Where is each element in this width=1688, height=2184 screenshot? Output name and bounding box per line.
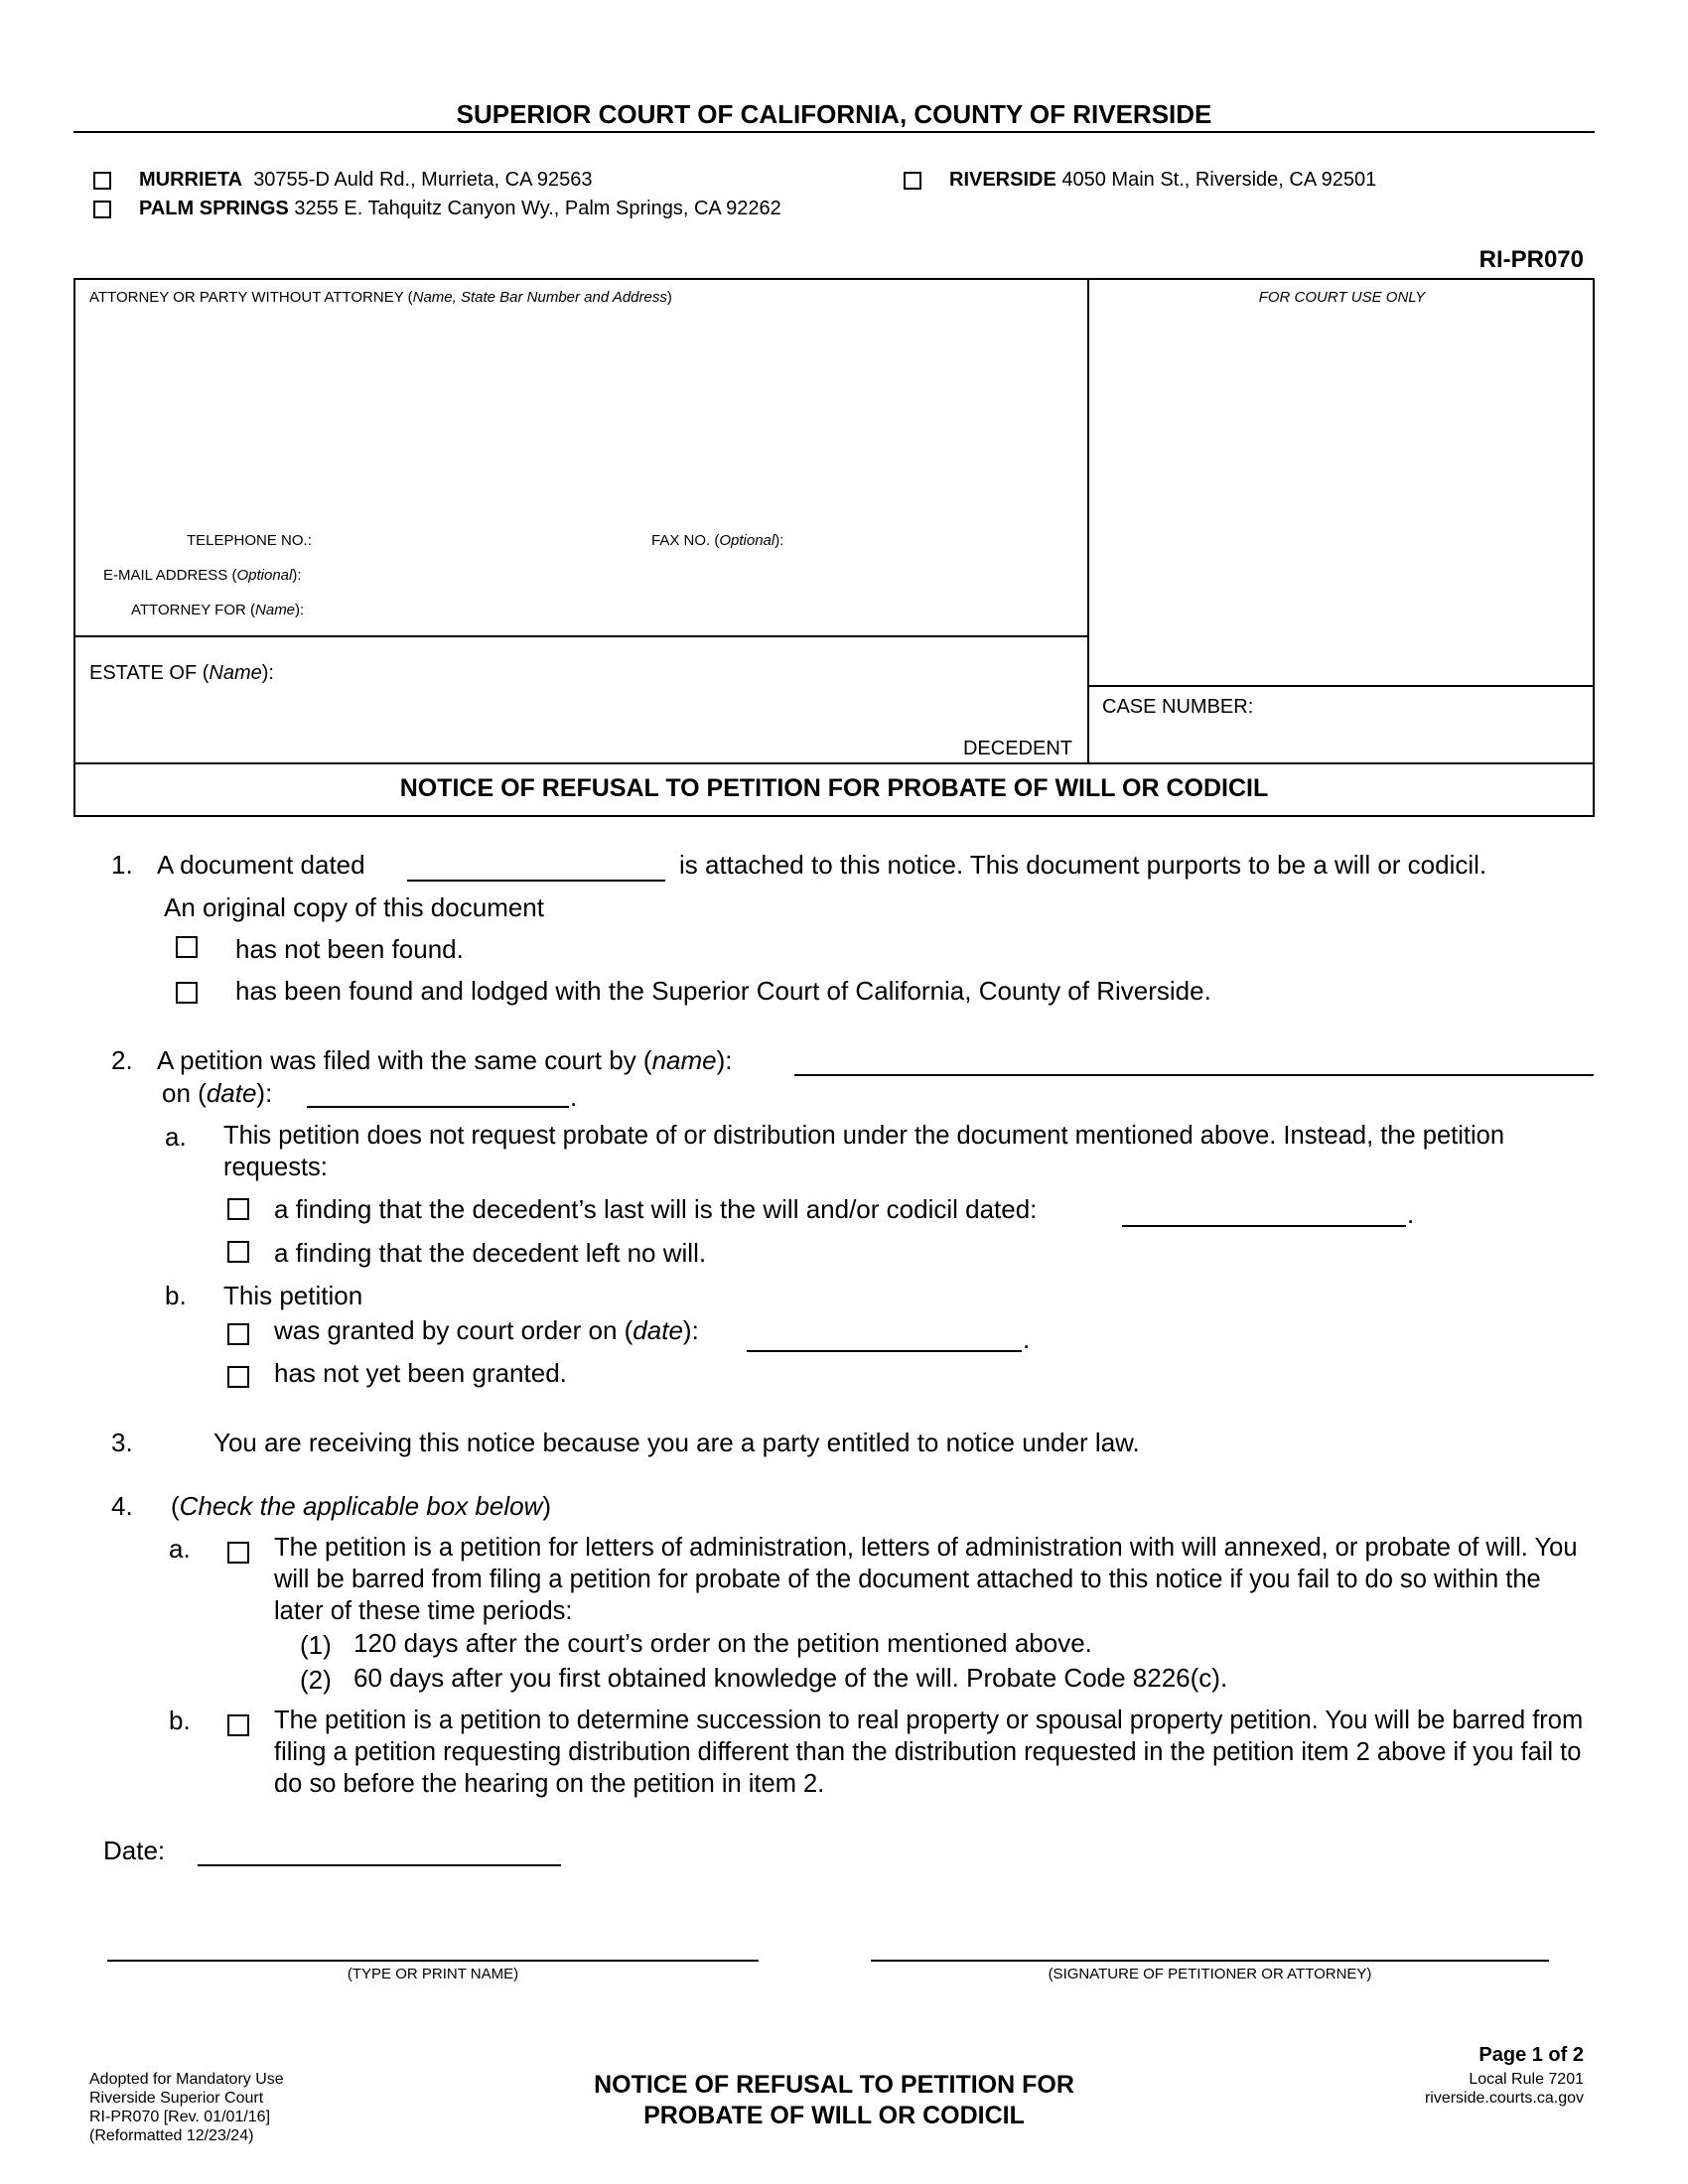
item1-found-checkbox[interactable]: [176, 982, 198, 1004]
item1-original-copy: An original copy of this document: [164, 892, 544, 922]
court-use-label: FOR COURT USE ONLY: [1258, 289, 1426, 306]
estate-label: ESTATE OF (Name):: [89, 662, 274, 684]
item2b-text: This petition: [223, 1281, 363, 1310]
print-name-caption: (TYPE OR PRINT NAME): [347, 1966, 519, 1982]
item1-not-found-checkbox[interactable]: [176, 936, 198, 958]
telephone-label: TELEPHONE NO.:: [187, 532, 312, 549]
item2b-not-granted-checkbox[interactable]: [227, 1366, 249, 1388]
item4b-label: b.: [169, 1706, 191, 1735]
item2-date-field[interactable]: [307, 1106, 569, 1108]
print-name-field[interactable]: [107, 1960, 759, 1962]
attorney-estate-divider: [73, 635, 1088, 637]
palm-springs-address: 3255 E. Tahquitz Canyon Wy., Palm Springs, CA 92262: [294, 198, 781, 219]
item1-attached-text: is attached to this notice. This document purports to be a will or codicil.: [679, 850, 1487, 880]
item2b-granted-date-period: .: [1023, 1324, 1031, 1354]
header-rule: [73, 131, 1595, 133]
murrieta-location: [139, 168, 593, 192]
footer-left-line2: Riverside Superior Court: [89, 2090, 264, 2107]
footer-title-line1: NOTICE OF REFUSAL TO PETITION FOR: [594, 2071, 1074, 2099]
form-title: NOTICE OF REFUSAL TO PETITION FOR PROBATE OF WILL OR CODICIL: [399, 774, 1269, 802]
riverside-location: [949, 168, 1376, 192]
item1-date-field[interactable]: [407, 880, 665, 882]
item1-not-found-label: has not been found.: [235, 934, 464, 964]
item1-found-label: has been found and lodged with the Superior Court of California, County of Riverside.: [235, 976, 1211, 1006]
date-field[interactable]: [198, 1864, 561, 1866]
item4b-text: The petition is a petition to determine succession to real property or spousal property petition. You will be barred from filing a petition requesting distribution different than the distribution requested in the petition item 2 above if you fail to do so before the hearing on the petition in item 2.: [274, 1706, 1584, 1798]
riverside-name: RIVERSIDE: [949, 169, 1056, 191]
item4-number: 4.: [111, 1491, 133, 1521]
item2a-no-will-checkbox[interactable]: [227, 1241, 249, 1263]
email-label: E-MAIL ADDRESS (Optional):: [103, 567, 302, 584]
palm-springs-name: PALM SPRINGS: [139, 198, 289, 219]
footer-website[interactable]: riverside.courts.ca.gov: [1424, 2090, 1584, 2107]
item2-number: 2.: [111, 1045, 133, 1075]
decedent-label: DECEDENT: [962, 738, 1072, 759]
footer-left-line3: RI-PR070 [Rev. 01/01/16]: [89, 2109, 271, 2125]
signature-caption: (SIGNATURE OF PETITIONER OR ATTORNEY): [1048, 1966, 1372, 1982]
murrieta-name: MURRIETA: [139, 169, 243, 191]
item2a-label: a.: [165, 1122, 187, 1152]
form-number: RI-PR070: [1478, 246, 1584, 273]
footer-title: [516, 2070, 1152, 2131]
footer-left: [89, 2070, 284, 2145]
footer-title-line2: PROBATE OF WILL OR CODICIL: [643, 2102, 1025, 2129]
item1-document-dated: A document dated: [157, 850, 365, 880]
item4b-checkbox[interactable]: [227, 1714, 249, 1736]
riverside-checkbox[interactable]: [904, 172, 921, 190]
fax-label: FAX NO. (Optional):: [651, 532, 784, 549]
court-case-divider: [1087, 685, 1595, 687]
item2a-will-dated-label: a finding that the decedent’s last will is the will and/or codicil dated:: [274, 1194, 1038, 1224]
item4a-label: a.: [169, 1534, 191, 1564]
murrieta-address: 30755-D Auld Rd., Murrieta, CA 92563: [253, 169, 593, 191]
item1-number: 1.: [111, 850, 133, 880]
item2-on-date: on (date):: [162, 1078, 273, 1108]
attorney-for-label: ATTORNEY FOR (Name):: [131, 602, 305, 618]
item3-number: 3.: [111, 1428, 133, 1457]
item2-name-field[interactable]: [794, 1074, 1594, 1076]
page-number: Page 1 of 2: [1478, 2044, 1584, 2066]
item4-instruction: (Check the applicable box below): [171, 1491, 552, 1521]
signature-field[interactable]: [871, 1960, 1549, 1962]
item2a-no-will-label: a finding that the decedent left no will.: [274, 1238, 707, 1268]
item2b-granted-date-field[interactable]: [747, 1350, 1022, 1352]
item4a-text: The petition is a petition for letters of administration, letters of administration with will annexed, or probate of will. You will be barred from filing a petition for probate of the document attached to this notice if you fail to do so within the later of these time periods:: [274, 1534, 1578, 1625]
item4a-sub2-text: 60 days after you first obtained knowledge of the will. Probate Code 8226(c).: [353, 1663, 1228, 1693]
court-title: SUPERIOR COURT OF CALIFORNIA, COUNTY OF RIVERSIDE: [456, 99, 1212, 129]
caption-vertical-divider: [1087, 278, 1089, 763]
item2a-will-date-period: .: [1407, 1199, 1415, 1229]
item2b-granted-label: was granted by court order on (date):: [274, 1315, 699, 1345]
item2a-will-date-field[interactable]: [1122, 1225, 1406, 1227]
item2b-granted-checkbox[interactable]: [227, 1323, 249, 1345]
palm-springs-location: [139, 197, 781, 220]
footer-left-line1: Adopted for Mandatory Use: [89, 2071, 284, 2088]
attorney-label: ATTORNEY OR PARTY WITHOUT ATTORNEY (Name, State Bar Number and Address): [89, 289, 672, 306]
footer-rule: Local Rule 7201: [1469, 2071, 1584, 2088]
murrieta-checkbox[interactable]: [93, 172, 111, 190]
case-number-label: CASE NUMBER:: [1102, 696, 1254, 718]
item2a-text: This petition does not request probate of or distribution under the document mentioned above. Instead, the petition requests:: [223, 1122, 1505, 1181]
item2a-will-dated-checkbox[interactable]: [227, 1198, 249, 1220]
palm-springs-checkbox[interactable]: [93, 201, 111, 218]
item4a-sub2-number: (2): [300, 1665, 332, 1695]
item4a-sub1-number: (1): [300, 1630, 332, 1660]
riverside-address: 4050 Main St., Riverside, CA 92501: [1061, 169, 1377, 191]
item2b-not-granted-label: has not yet been granted.: [274, 1358, 567, 1388]
item2-date-period: .: [570, 1082, 578, 1112]
item4a-sub1-text: 120 days after the court’s order on the petition mentioned above.: [353, 1628, 1092, 1658]
item4a-checkbox[interactable]: [227, 1542, 249, 1564]
date-label: Date:: [103, 1836, 166, 1865]
footer-left-line4: (Reformatted 12/23/24): [89, 2127, 254, 2144]
item2b-label: b.: [165, 1281, 187, 1310]
item3-text: You are receiving this notice because you are a party entitled to notice under law.: [213, 1428, 1140, 1457]
item2-filed-by: A petition was filed with the same court by (name):: [157, 1045, 733, 1075]
title-top-rule: [73, 762, 1595, 764]
